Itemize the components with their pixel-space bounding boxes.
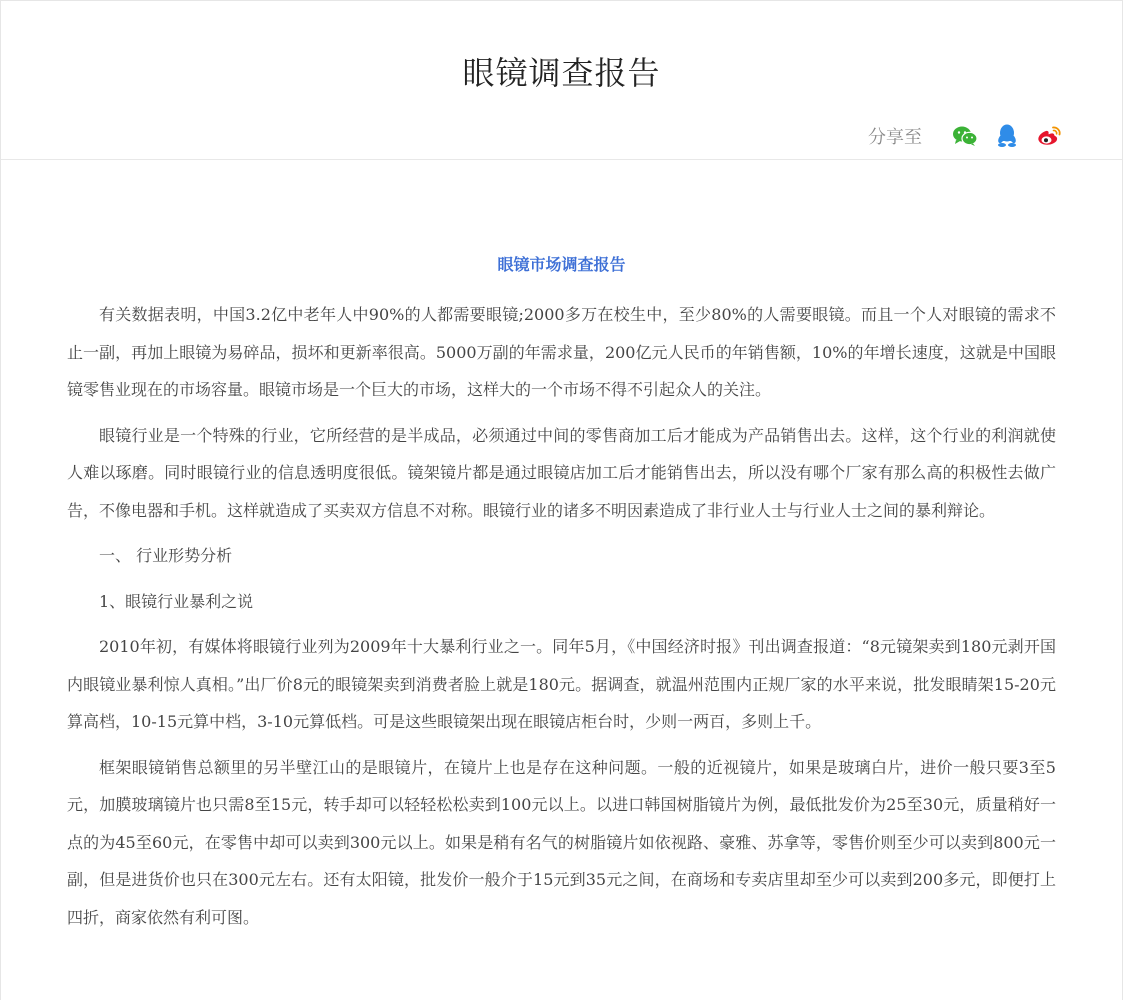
paragraph: 有关数据表明，中国3.2亿中老年人中90%的人都需要眼镜;2000多万在校生中，至少80%的人需要眼镜。而且一个人对眼镜的需求不止一副，再加上眼镜为易碎品，损坏和更新率很高。5000万副的年需求量，200亿元人民币的年销售额，10%的年增长速度，这就是中国眼镜零售业现在的市场容量。眼镜市场是一个巨大的市场，这样大的一个市场不得不引起众人的关注。 bbox=[67, 305, 1056, 399]
wechat-icon[interactable] bbox=[952, 123, 978, 149]
subsection-heading: 1、眼镜行业暴利之说 bbox=[99, 591, 254, 611]
weibo-icon[interactable] bbox=[1036, 123, 1062, 149]
document-header bbox=[1, 1, 1122, 160]
section-heading: 一、 行业形势分析 bbox=[99, 546, 233, 565]
share-bar bbox=[868, 121, 1062, 151]
share-label: 分享至 bbox=[868, 127, 922, 148]
paragraph: 2010年初，有媒体将眼镜行业列为2009年十大暴利行业之一。同年5月，《中国经济时报》刊出调查报道：“8元镜架卖到180元剥开国内眼镜业暴利惊人真相。”出厂价8元的眼镜架卖到消费者脸上就是180元。据调查，就温州范围内正规厂家的水平来说，批发眼睛架15-20元算高档，10-15元算中档，3-10元算低档。可是这些眼镜架出现在眼镜店柜台时，少则一两百，多则上千。 bbox=[67, 637, 1056, 731]
article-title: 眼镜市场调查报告 bbox=[497, 255, 626, 274]
page-title: 眼镜调查报告 bbox=[462, 54, 661, 92]
qq-icon[interactable] bbox=[994, 123, 1020, 149]
paragraph: 眼镜行业是一个特殊的行业，它所经营的是半成品，必须通过中间的零售商加工后才能成为产品销售出去。这样，这个行业的利润就使人难以琢磨。同时眼镜行业的信息透明度很低。镜架镜片都是通过眼镜店加工后才能销售出去，所以没有哪个厂家有那么高的积极性去做广告，不像电器和手机。这样就造成了买卖双方信息不对称。眼镜行业的诸多不明因素造成了非行业人士与行业人士之间的暴利辩论。 bbox=[67, 425, 1056, 520]
article-body bbox=[1, 254, 1122, 936]
paragraph: 框架眼镜销售总额里的另半壁江山的是眼镜片，在镜片上也是存在这种问题。一般的近视镜片，如果是玻璃白片，进价一般只要3至5元，加膜玻璃镜片也只需8至15元，转手却可以轻轻松松卖到100元以上。以进口韩国树脂镜片为例，最低批发价为25至30元，质量稍好一点的为45至60元，在零售中却可以卖到300元以上。如果是稍有名气的树脂镜片如依视路、豪雅、苏拿等，零售价则至少可以卖到800元一副，但是进货价也只在300元左右。还有太阳镜，批发价一般介于15元到35元之间，在商场和专卖店里却至少可以卖到200多元，即便打上四折，商家依然有利可图。 bbox=[67, 757, 1056, 927]
